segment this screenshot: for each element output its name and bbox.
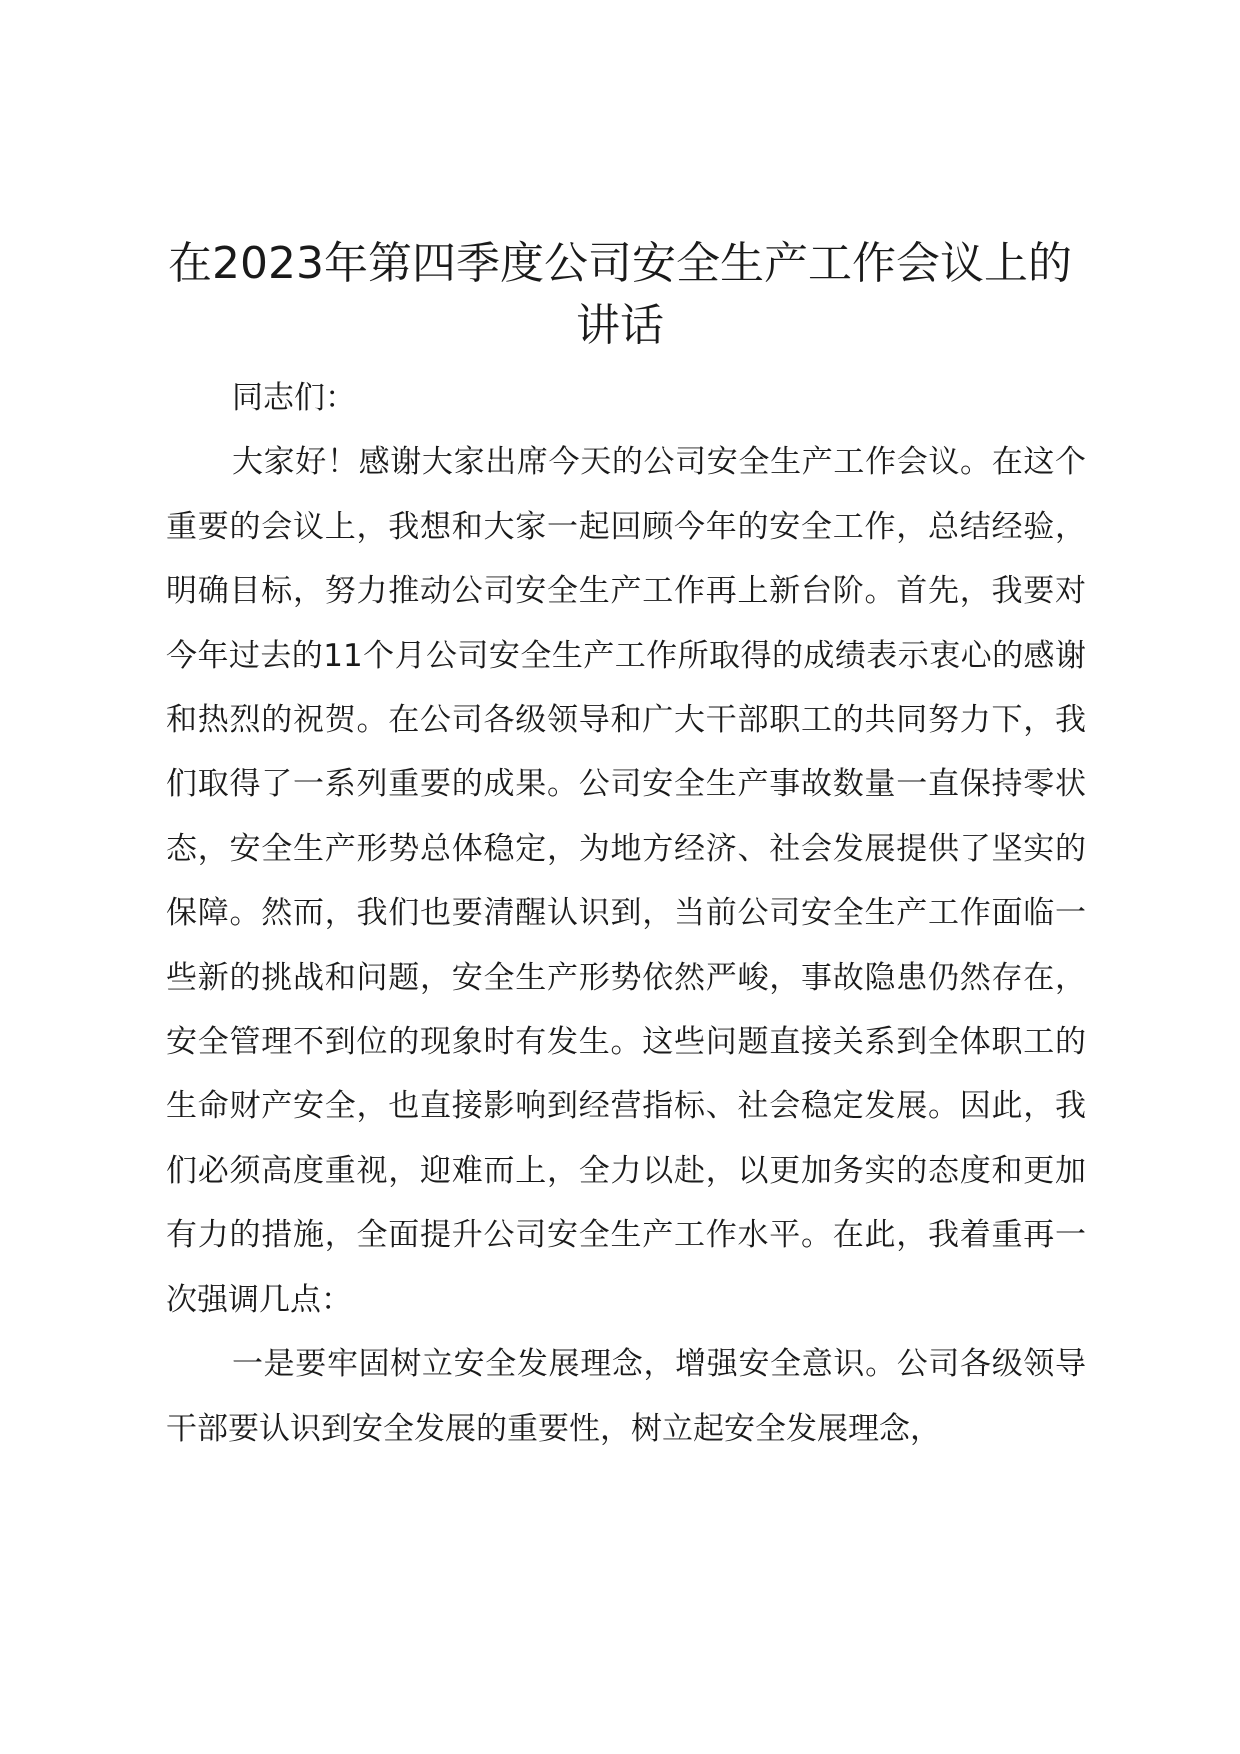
document-body	[166, 366, 1086, 1461]
body-paragraph: 大家好！感谢大家出席今天的公司安全生产工作会议。在这个重要的会议上，我想和大家一起回顾今年的安全工作，总结经验，明确目标，努力推动公司安全生产工作再上新台阶。首先，我要对今年过去的11个月公司安全生产工作所取得的成绩表示衷心的感谢和热烈的祝贺。在公司各级领导和广大干部职工的共同努力下，我们取得了一系列重要的成果。公司安全生产事故数量一直保持零状态，安全生产形势总体稳定，为地方经济、社会发展提供了坚实的保障。然而，我们也要清醒认识到，当前公司安全生产工作面临一些新的挑战和问题，安全生产形势依然严峻，事故隐患仍然存在，安全管理不到位的现象时有发生。这些问题直接关系到全体职工的生命财产安全，也直接影响到经营指标、社会稳定发展。因此，我们必须高度重视，迎难而上，全力以赴，以更加务实的态度和更加有力的措施，全面提升公司安全生产工作水平。在此，我着重再一次强调几点：	[166, 444, 1086, 1318]
document-title: 在2023年第四季度公司安全生产工作会议上的讲话	[168, 238, 1072, 351]
body-paragraph: 一是要牢固树立安全发展理念，增强安全意识。公司各级领导干部要认识到安全发展的重要性，树立起安全发展理念，	[166, 1346, 1086, 1447]
salutation-paragraph: 同志们：	[232, 380, 356, 416]
